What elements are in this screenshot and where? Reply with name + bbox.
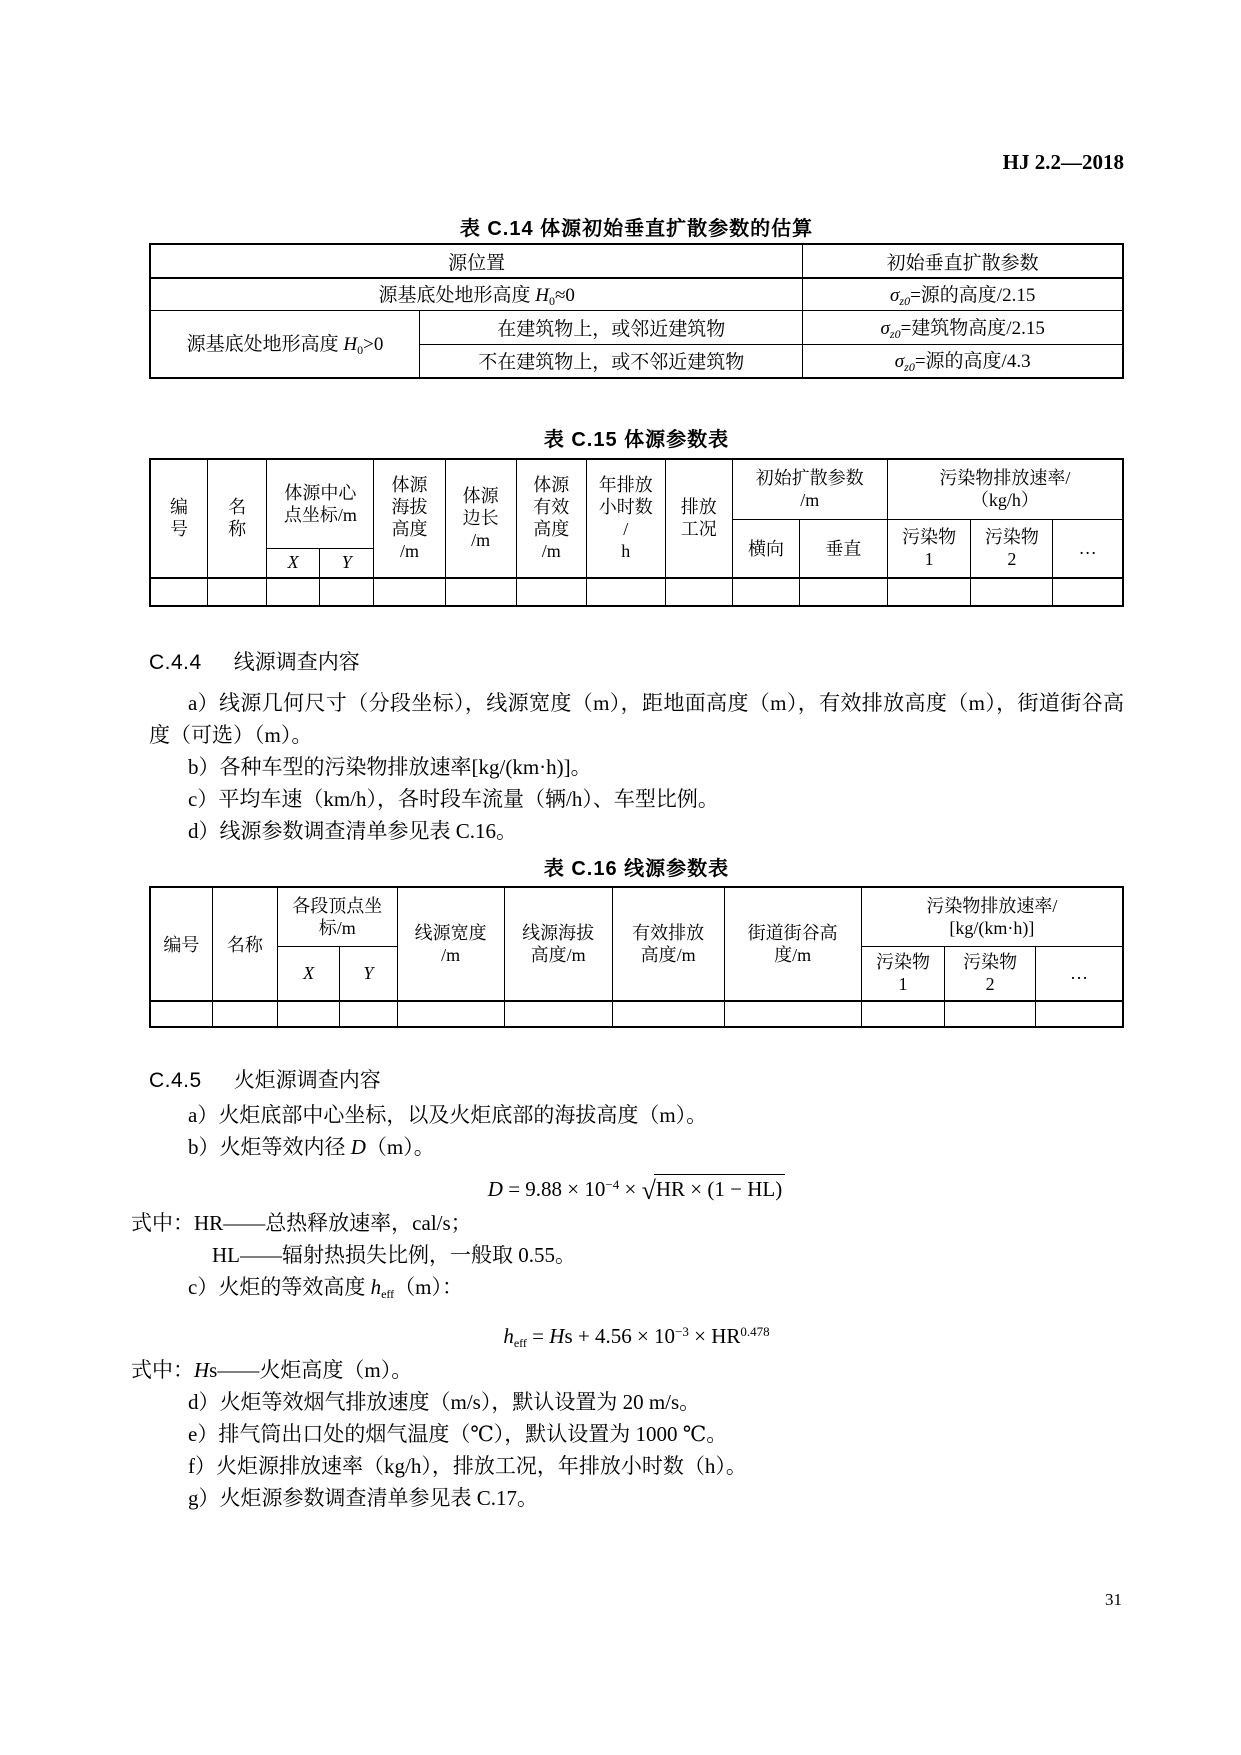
c16-header-more: …: [1035, 947, 1123, 1001]
c15-header-altitude: 体源 海拔 高度 /m: [374, 459, 445, 578]
empty-cell: [150, 578, 207, 606]
empty-cell: [861, 1001, 945, 1027]
empty-cell: [516, 578, 586, 606]
empty-cell: [267, 578, 320, 606]
empty-cell: [212, 1001, 277, 1027]
c16-header-vertex-coords: 各段顶点坐 标/m: [277, 887, 397, 947]
table-c15-title: 表 C.15 体源参数表: [543, 428, 730, 451]
radical-sign: √: [641, 1175, 656, 1205]
c14-cell-sigma-building-height: $\sigma_{z0}=$建筑物高度/2.15: [803, 311, 1123, 345]
item-b: b）各种车型的污染物排放速率[kg/(km·h)]。: [188, 754, 592, 779]
empty-cell: [800, 578, 888, 606]
section-c45-heading: [149, 1065, 1124, 1097]
empty-cell: [340, 1001, 397, 1027]
c16-header-pollutant2: 污染物 2: [945, 947, 1035, 1001]
where-line-hs: 式中：Hs——火炬高度（m）。: [131, 1357, 413, 1382]
c15-header-emission-rate: 污染物排放速率/ （kg/h）: [887, 459, 1123, 520]
empty-cell: [150, 1001, 212, 1027]
c16-header-emission-rate: 污染物排放速率/ [kg/(km·h)]: [861, 887, 1123, 947]
item-b: b）火炬等效内径 D（m）。: [188, 1134, 435, 1159]
c16-header-y: Y: [340, 947, 397, 1001]
c14-cell-condition-h0-gt0: 源基底处地形高度 $H_0>0$: [150, 311, 420, 378]
table-c15: [149, 458, 1124, 607]
c15-header-y: Y: [319, 549, 374, 578]
c15-header-lateral: 横向: [732, 520, 799, 578]
item-g: g）火炬源参数调查清单参见表 C.17。: [188, 1485, 539, 1510]
formula-equivalent-height: $h_{eff} = Hs + 4.56 \times 10^{-3} \times HR^{0.478}$: [503, 1323, 770, 1350]
table-c16-title: 表 C.16 线源参数表: [543, 857, 730, 880]
c14-cell-not-on-building: 不在建筑物上，或不邻近建筑物: [420, 345, 803, 378]
empty-cell: [665, 578, 732, 606]
page-number: 31: [1105, 1590, 1122, 1609]
item-e: e）排气筒出口处的烟气温度（℃），默认设置为 1000 ℃。: [188, 1421, 728, 1446]
c15-header-more: …: [1053, 520, 1123, 578]
table-row: [150, 459, 1123, 520]
c16-header-x: X: [277, 947, 339, 1001]
table-c16: [149, 886, 1124, 1028]
empty-cell: [724, 1001, 861, 1027]
c14-cell-on-building: 在建筑物上，或邻近建筑物: [420, 311, 803, 345]
c15-header-initial-dispersion: 初始扩散参数 /m: [732, 459, 887, 520]
empty-cell: [397, 1001, 504, 1027]
clause-title: 火炬源调查内容: [233, 1068, 381, 1092]
where-line-hr: 式中：HR——总热释放速率，cal/s；: [131, 1210, 472, 1235]
c16-header-width: 线源宽度 /m: [397, 887, 504, 1001]
section-c45-body: [131, 1099, 1124, 1514]
empty-cell: [319, 578, 374, 606]
table-row: [150, 244, 1123, 278]
table-row: [150, 578, 1123, 606]
empty-cell: [971, 578, 1053, 606]
table-row: [150, 887, 1123, 947]
c16-header-name: 名称: [212, 887, 277, 1001]
item-d: d）火炬等效烟气排放速度（m/s），默认设置为 20 m/s。: [188, 1389, 701, 1414]
doc-code: HJ 2.2—2018: [1002, 150, 1124, 174]
empty-cell: [1053, 578, 1123, 606]
c16-header-no: 编号: [150, 887, 212, 1001]
empty-cell: [732, 578, 799, 606]
empty-cell: [445, 578, 516, 606]
section-c44-heading: [149, 647, 1124, 679]
c14-header-initial-param: 初始垂直扩散参数: [803, 244, 1123, 278]
where-line-hl: HL——辐射热损失比例，一般取 0.55。: [212, 1242, 576, 1267]
empty-cell: [586, 578, 665, 606]
c15-header-name: 名 称: [207, 459, 266, 578]
table-row: [150, 278, 1123, 311]
formula-equivalent-diameter: $D = 9.88 \times 10^{-4} \times √HR \times (1 - HL)$: [149, 1167, 1124, 1203]
c14-cell-sigma-source-height: $\sigma_{z0}=$源的高度/2.15: [803, 278, 1123, 311]
item-c: c）火炬的等效高度 $h_{eff}(m)$：: [188, 1274, 464, 1301]
empty-cell: [504, 1001, 612, 1027]
empty-cell: [374, 578, 445, 606]
empty-cell: [887, 578, 971, 606]
table-row: [150, 1001, 1123, 1027]
c15-header-pollutant2: 污染物 2: [971, 520, 1053, 578]
item-f: f）火炬源排放速率（kg/h），排放工况，年排放小时数（h）。: [188, 1453, 747, 1478]
table-row: [150, 311, 1123, 345]
empty-cell: [277, 1001, 339, 1027]
c15-header-edge-length: 体源 边长 /m: [445, 459, 516, 578]
c15-header-center-coords: 体源中心 点坐标/m: [267, 459, 374, 549]
empty-cell: [1035, 1001, 1123, 1027]
table-c14: [149, 243, 1124, 379]
section-c44-body: [149, 687, 1124, 847]
c15-header-x: X: [267, 549, 320, 578]
c15-header-effective-height: 体源 有效 高度 /m: [516, 459, 586, 578]
c15-header-emission-condition: 排放 工况: [665, 459, 732, 578]
c16-header-street-canyon: 街道街谷高 度/m: [724, 887, 861, 1001]
c15-header-vertical: 垂直: [800, 520, 888, 578]
c16-header-effective-height: 有效排放 高度/m: [612, 887, 724, 1001]
c14-cell-condition-h0-approx0: 源基底处地形高度 $H_0\approx 0$: [150, 278, 803, 311]
item-a: a）火炬底部中心坐标，以及火炬底部的海拔高度（m）。: [188, 1102, 708, 1127]
table-c14-title: 表 C.14 体源初始垂直扩散参数的估算: [459, 218, 814, 240]
empty-cell: [945, 1001, 1035, 1027]
c14-header-source-position: 源位置: [150, 244, 803, 278]
empty-cell: [612, 1001, 724, 1027]
item-c: c）平均车速（km/h），各时段车流量（辆/h）、车型比例。: [188, 786, 719, 811]
item-d: d）线源参数调查清单参见表 C.16。: [188, 818, 518, 843]
clause-number: C.4.5: [149, 1068, 202, 1092]
page-content: [131, 0, 1124, 1514]
c14-cell-sigma-source-height-43: $\sigma_{z0}=$源的高度/4.3: [803, 345, 1123, 378]
item-a: a）线源几何尺寸（分段坐标），线源宽度（m），距地面高度（m），有效排放高度（m），街道街谷高度（可选）（m）。: [149, 690, 1124, 747]
c15-header-pollutant1: 污染物 1: [887, 520, 971, 578]
empty-cell: [207, 578, 266, 606]
c15-header-annual-hours: 年排放 小时数 / h: [586, 459, 665, 578]
c16-header-pollutant1: 污染物 1: [861, 947, 945, 1001]
c15-header-no: 编 号: [150, 459, 207, 578]
clause-number: C.4.4: [149, 650, 202, 674]
c16-header-altitude: 线源海拔 高度/m: [504, 887, 612, 1001]
clause-title: 线源调查内容: [233, 650, 360, 674]
